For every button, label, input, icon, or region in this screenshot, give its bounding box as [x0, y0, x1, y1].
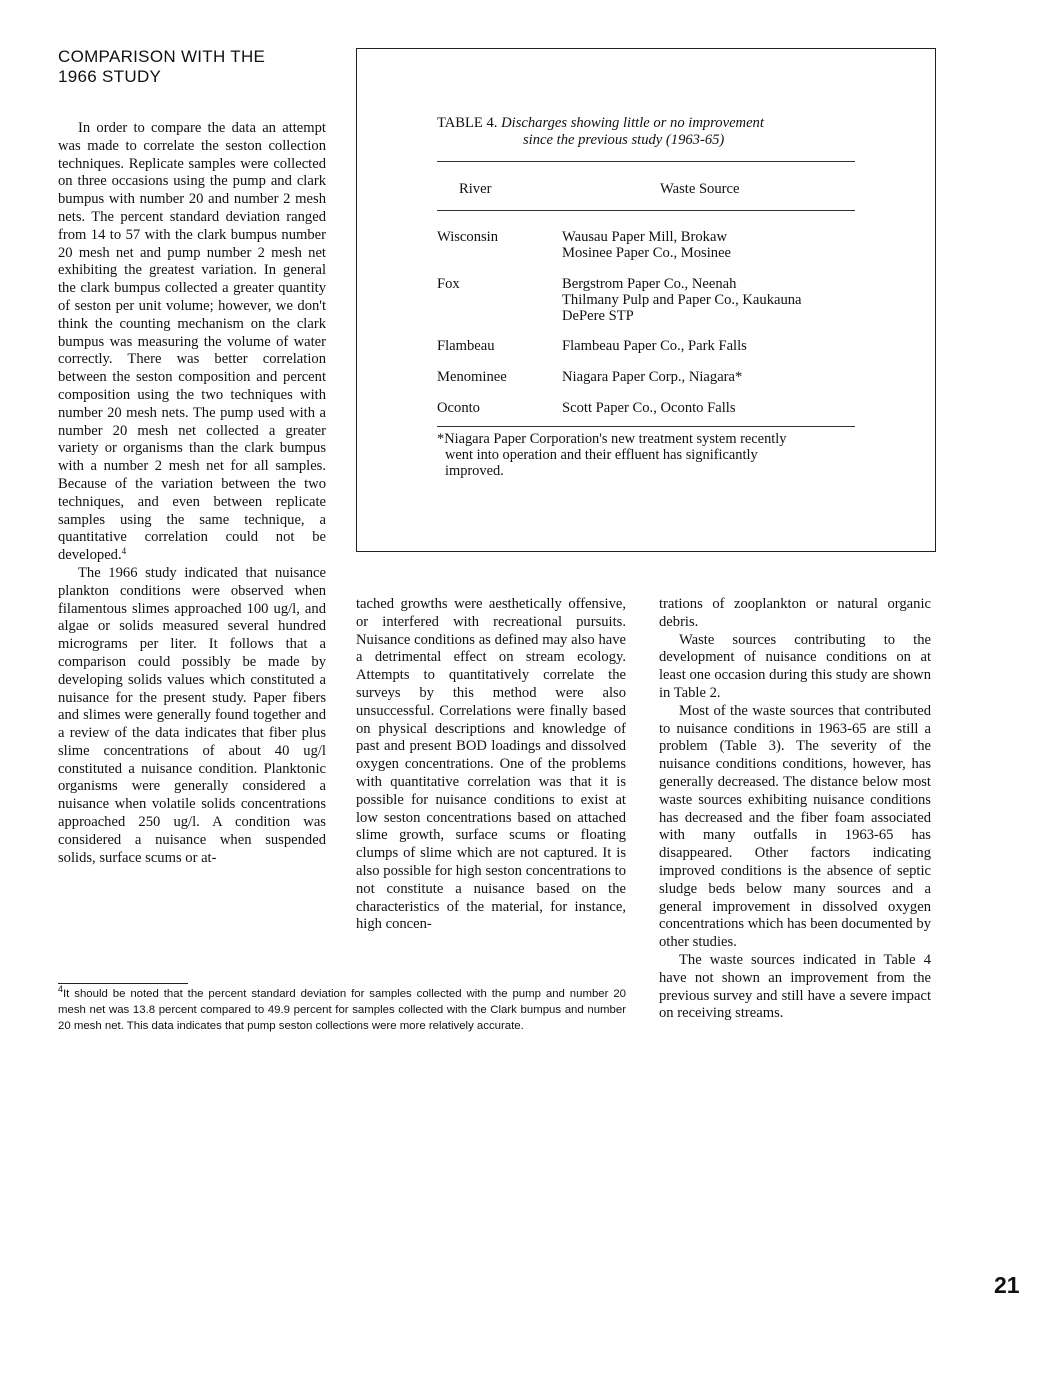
paragraph-continued: tached growths were aesthetically offensive, or interfered with recreational pursuits. Nuisance conditions as defined may also have a detrimental effect on stream ecology. Attempts to quantitatively correlate the surveys by this method were also unsuccessful. Correlations were finally based on physical descriptions and knowledge of past and present BOD loadings and dissolved oxygen concentrations. One of the problems with quantitative correlation was that it is possible for nuisance conditions to exist at low seston concentrations based on attached slime growth, surface scums or floating clumps of slime which are not captured. It is also possible for high seston concentrations to not constitute a nuisance based on the characteristics of the material, for instance, high concen-	[356, 596, 626, 933]
column-2	[356, 596, 626, 934]
table-cell-river: Oconto	[437, 400, 480, 416]
table-header-source: Waste Source	[660, 181, 740, 197]
table-cell-source: Wausau Paper Mill, Brokaw	[562, 229, 727, 245]
table-cell-source: Flambeau Paper Co., Park Falls	[562, 338, 747, 354]
table-cell-source: Niagara Paper Corp., Niagara*	[562, 369, 743, 385]
column-3	[659, 596, 931, 1023]
table-title-line1: Discharges showing little or no improvement	[501, 115, 764, 131]
table-cell-river: Wisconsin	[437, 229, 499, 245]
table-note-line2: went into operation and their effluent has significantly	[445, 447, 758, 463]
section-heading-line1: COMPARISON WITH THE	[58, 47, 266, 66]
table-title-line2: since the previous study (1963-65)	[523, 132, 725, 148]
footnote-reference: 4	[121, 546, 127, 557]
table-cell-source: Thilmany Pulp and Paper Co., Kaukauna	[562, 292, 802, 308]
paragraph-text: In order to compare the data an attempt was made to correlate the seston collection techniques. Replicate samples were collected on three occasions using the pump and clark bumpus with number 20 and number 2 mesh nets. The percent standard deviation ranged from 14 to 57 with the clark bumpus number 20 mesh net and pump number 2 mesh net exhibiting the greatest variation. In general the clark bumpus collected a greater quantity of seston per unit volume; however, we don't think the counting mechanism on the clark bumpus was measuring the volume of water correctly. There was better correlation between the seston composition and percent composition using the two techniques with number 20 mesh nets. The pump used with a number 20 mesh net collected a greater variety or organisms than the clark bumpus with a number 2 mesh net for all samples. Because of the variation between the two techniques, and even between replicate samples using the same technique, a quantitative correlation could not be developed.	[58, 120, 326, 564]
page-number: 21	[994, 1272, 1020, 1298]
paragraph: The waste sources indicated in Table 4 have not shown an improvement from the previous survey and still have a severe impact on receiving streams.	[659, 951, 931, 1022]
table-header-river: River	[459, 181, 492, 197]
table-number: TABLE 4.	[437, 115, 498, 131]
footnote-rule	[58, 983, 188, 984]
table-top-rule	[437, 161, 855, 162]
table-caption	[437, 115, 857, 149]
footnote	[58, 986, 626, 1034]
paragraph: Most of the waste sources that contributed to nuisance conditions in 1963-65 are still a problem (Table 3). The severity of the nuisance conditions conditions, however, has generally decreased. The distance below most waste sources exhibiting nuisance conditions has decreased and the fiber foam associated with many outfalls in 1963-65 has disappeared. Other factors indicating improved conditions is the absence of septic sludge beds below many sources and a general improvement in dissolved oxygen concentrations which has been documented by other studies.	[659, 702, 931, 951]
table-cell-river: Flambeau	[437, 338, 495, 354]
column-1	[58, 120, 326, 867]
section-heading-line2: 1966 STUDY	[58, 67, 162, 86]
table-4-box	[356, 48, 936, 552]
table-cell-river: Menominee	[437, 369, 507, 385]
paragraph: Waste sources contributing to the development of nuisance conditions on at least one occasion during this study are shown in Table 2.	[659, 631, 931, 701]
table-bottom-rule	[437, 426, 855, 427]
table-cell-source: DePere STP	[562, 308, 634, 324]
section-heading	[58, 47, 308, 87]
table-note-line3: improved.	[445, 463, 504, 479]
paragraph	[58, 120, 326, 565]
paragraph-continued: trations of zooplankton or natural organic debris.	[659, 596, 931, 630]
table-note	[437, 431, 877, 479]
table-cell-source: Scott Paper Co., Oconto Falls	[562, 400, 736, 416]
footnote-marker: 4	[58, 984, 64, 994]
table-note-line1: *Niagara Paper Corporation's new treatment system recently	[437, 431, 787, 447]
table-header-rule	[437, 210, 855, 211]
paragraph: The 1966 study indicated that nuisance plankton conditions were observed when filamentous slimes approached 100 ug/l, and algae or solids measured several hundred micrograms per liter. It follows that a comparison could possibly be made by developing solids values which constituted a nuisance for the present study. Paper fibers and slimes were generally found together and a review of the data indicates that fiber plus slime concentrations of about 40 ug/l constituted a nuisance condition. Planktonic organisms were generally considered a nuisance when volatile solids concentrations approached 250 ug/l. A condition was considered a nuisance when suspended solids, surface scums or at-	[58, 564, 326, 866]
table-cell-source: Mosinee Paper Co., Mosinee	[562, 245, 732, 261]
table-cell-source: Bergstrom Paper Co., Neenah	[562, 276, 737, 292]
table-cell-river: Fox	[437, 276, 460, 292]
footnote-text: It should be noted that the percent standard deviation for samples collected with the pump and number 20 mesh net was 13.8 percent compared to 49.9 percent for samples collected with the Clark bumpus and number 20 mesh net. This data indicates that pump seston collections were more relatively accurate.	[58, 988, 626, 1032]
